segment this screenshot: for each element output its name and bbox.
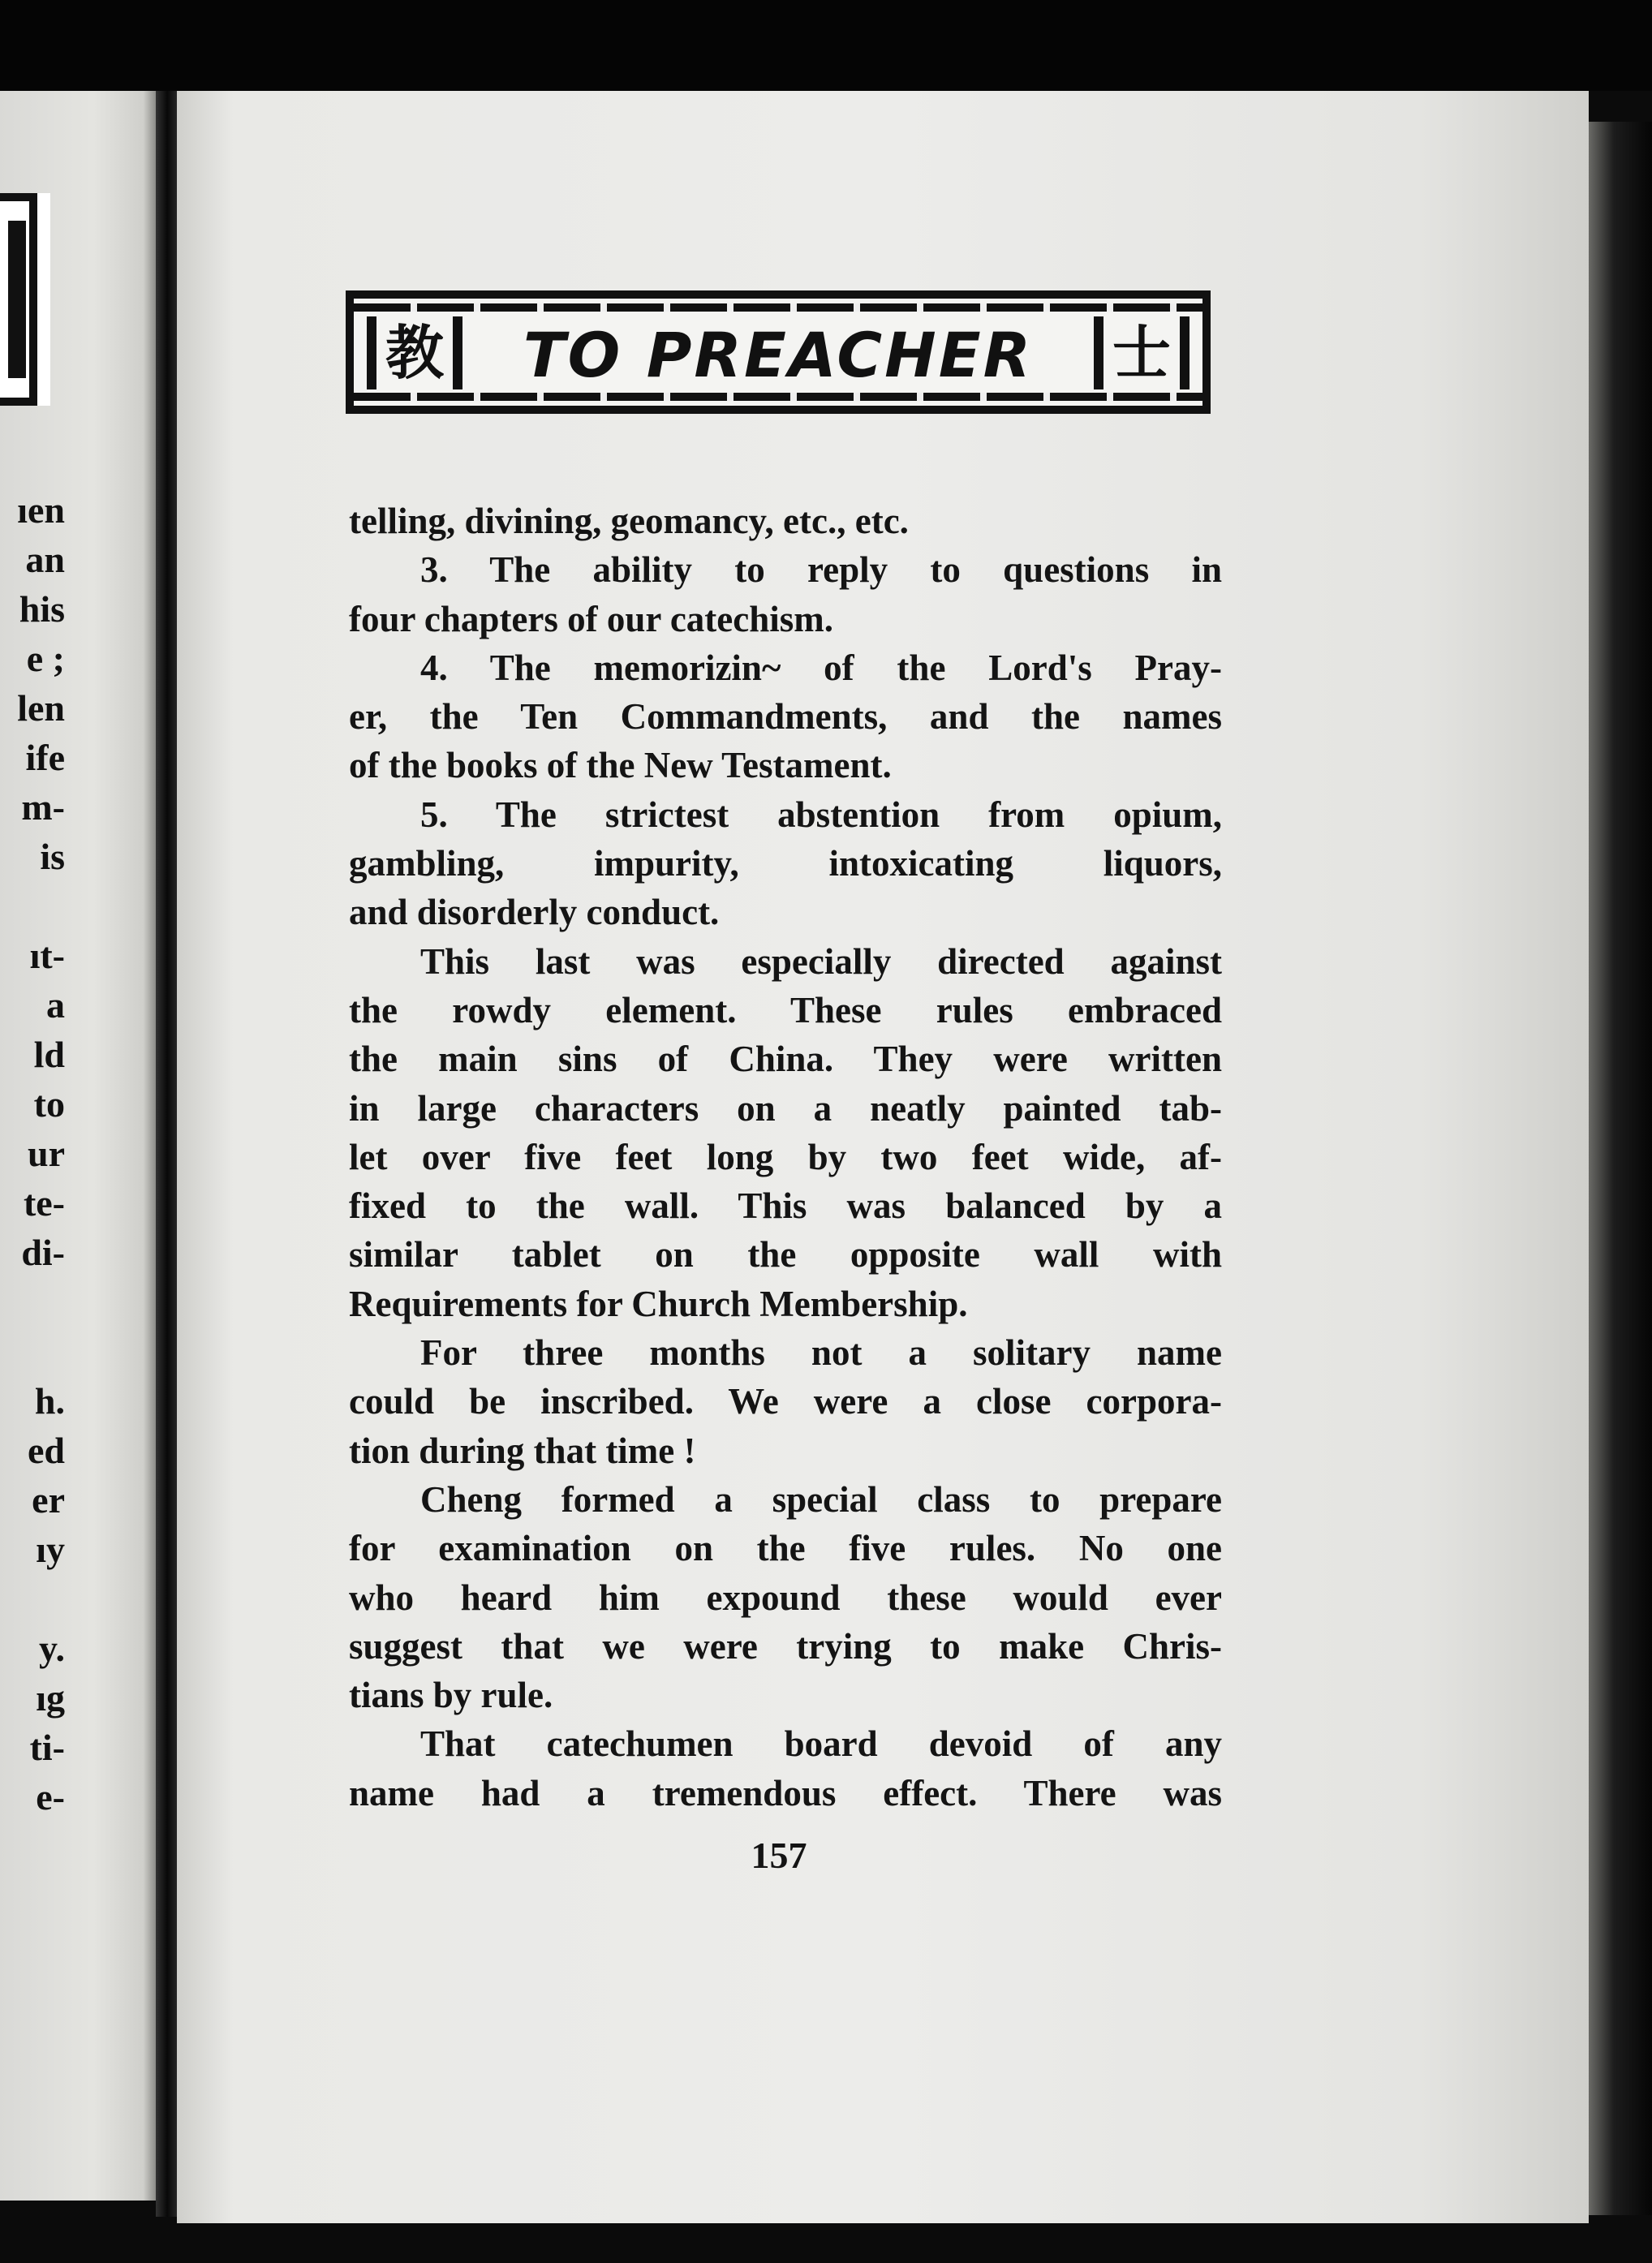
- text-line: the main sins of China. They were written: [349, 1039, 1222, 1080]
- running-header-title: TO PREACHER: [523, 319, 1034, 391]
- banner-bamboo-rail-bottom: [354, 393, 1202, 401]
- text-line: er, the Ten Commandments, and the names: [349, 696, 1222, 738]
- left-page-text-fragment: [0, 1327, 65, 1376]
- left-header-ornament: [8, 221, 26, 378]
- page-number-label: 157: [751, 1835, 807, 1876]
- left-page-text-fragment: e-: [36, 1776, 65, 1818]
- left-page-text-fragment: to: [33, 1083, 65, 1125]
- left-page-text-fragment: ld: [33, 1034, 65, 1075]
- text-line: telling, divining, geomancy, etc., etc.: [349, 501, 909, 541]
- text-line: For three months not a solitary name: [420, 1332, 1222, 1374]
- left-page-text-fragment: h.: [34, 1380, 65, 1422]
- text-line: four chapters of our catechism.: [349, 598, 833, 639]
- text-line: 4. The memorizin~ of the Lord's Pray-: [420, 647, 1222, 688]
- text-line: in large characters on a neatly painted tab-: [349, 1087, 1222, 1129]
- text-line: 5. The strictest abstention from opium,: [420, 794, 1222, 835]
- left-page-text-fragment: ıy: [36, 1529, 65, 1570]
- left-page-text-fragment: er: [32, 1479, 65, 1521]
- body-text: [349, 497, 1222, 1818]
- left-page-header-fragment: [0, 193, 50, 406]
- text-line: for examination on the five rules. No one: [349, 1528, 1222, 1569]
- left-page-text-fragment: ife: [25, 737, 65, 778]
- text-line: similar tablet on the opposite wall with: [349, 1234, 1222, 1276]
- left-page-text-fragment: [0, 1574, 65, 1624]
- left-page-text-fragment: ıt-: [29, 935, 65, 976]
- header-chinese-glyph-right: 士: [1094, 316, 1190, 389]
- header-chinese-glyph-left: 教: [367, 316, 462, 389]
- text-line: gambling, impurity, intoxicating liquors,: [349, 843, 1222, 884]
- text-line: tion during that time !: [349, 1430, 696, 1471]
- text-line: of the books of the New Testament.: [349, 745, 892, 786]
- chapter-header-banner: [346, 290, 1211, 414]
- text-line: Cheng formed a special class to prepare: [420, 1478, 1222, 1520]
- scan-top-border: [0, 0, 1652, 91]
- text-line: and disorderly conduct.: [349, 892, 720, 933]
- text-line: the rowdy element. These rules embraced: [349, 989, 1222, 1030]
- book-gutter: [156, 91, 179, 2217]
- text-line: suggest that we were trying to make Chris-: [349, 1625, 1222, 1667]
- left-page-text-fragment: ed: [28, 1430, 65, 1471]
- page-edge-shadow: [1589, 122, 1652, 2215]
- text-line: This last was especially directed against: [420, 940, 1222, 982]
- left-page-text-fragment: ur: [28, 1133, 65, 1174]
- text-line: That catechumen board devoid of any: [420, 1723, 1222, 1765]
- left-page-text-fragment: m-: [21, 786, 65, 828]
- left-page-text-fragment: len: [17, 687, 65, 729]
- text-line: tians by rule.: [349, 1675, 553, 1716]
- left-page-text-fragment: ıg: [36, 1677, 65, 1719]
- left-page-text-fragment: te-: [23, 1182, 65, 1224]
- left-page-text-fragment: y.: [39, 1628, 65, 1669]
- left-page-text-fragment: e ;: [26, 638, 65, 679]
- left-page-text-fragment: a: [46, 984, 65, 1026]
- left-page-text-fragment: his: [19, 588, 65, 630]
- text-line: name had a tremendous effect. There was: [349, 1772, 1222, 1813]
- text-line: fixed to the wall. This was balanced by a: [349, 1185, 1222, 1227]
- left-page-text-fragment: an: [25, 539, 65, 580]
- banner-bamboo-rail-top: [354, 303, 1202, 312]
- text-line: could be inscribed. We were a close corpora-: [349, 1381, 1222, 1422]
- left-page-text-fragment: di-: [21, 1232, 65, 1273]
- left-page-text-fragment: ti-: [29, 1727, 65, 1768]
- text-line: Requirements for Church Membership.: [349, 1283, 968, 1324]
- left-page-text-fragment: [0, 1277, 65, 1327]
- left-page-text-fragment: [0, 881, 65, 931]
- left-page-text-fragments: [0, 485, 65, 1822]
- left-page-text-fragment: is: [40, 836, 65, 877]
- page-number: [0, 1834, 1652, 1877]
- left-page-text-fragment: ıen: [17, 489, 65, 531]
- text-line: who heard him expound these would ever: [349, 1577, 1222, 1618]
- text-line: 3. The ability to reply to questions in: [420, 549, 1222, 591]
- text-line: let over five feet long by two feet wide, af-: [349, 1136, 1222, 1177]
